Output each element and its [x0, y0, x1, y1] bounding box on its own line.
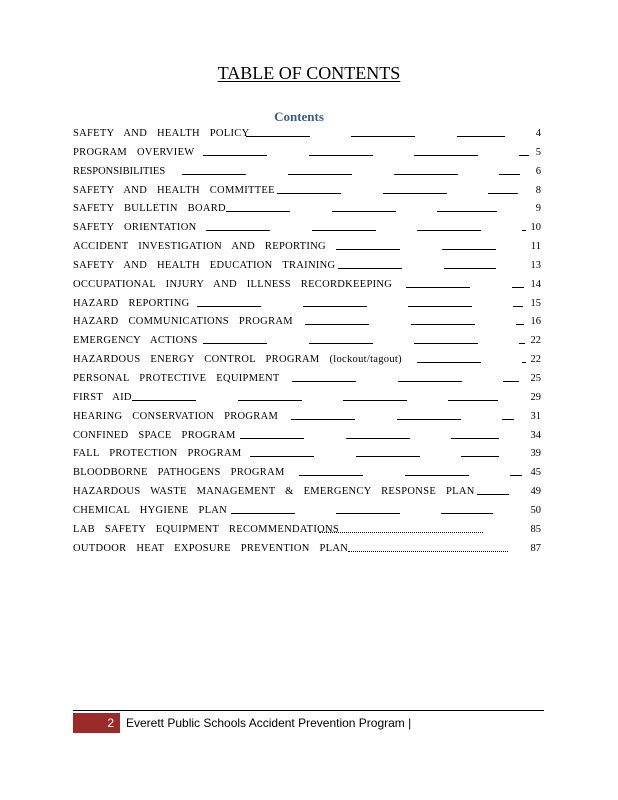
leader-line — [414, 343, 478, 344]
toc-entry-page: 9 — [535, 203, 541, 215]
leader-line — [250, 456, 314, 457]
toc-entry-title: HEARING CONSERVATION PROGRAM — [73, 410, 279, 422]
leader-line — [231, 513, 295, 514]
toc-entry-title: PERSONAL PROTECTIVE EQUIPMENT — [73, 372, 280, 384]
leader-line — [226, 211, 290, 212]
toc-entry-title: FIRST AID — [73, 391, 132, 403]
leader-line — [417, 230, 481, 231]
leader-line — [519, 343, 525, 344]
leader-line — [398, 381, 462, 382]
toc-entry-page: 22 — [530, 335, 541, 347]
toc-entry-title: OCCUPATIONAL INJURY AND ILLNESS RECORDKEEPING — [73, 278, 393, 290]
leader-line — [417, 362, 481, 363]
toc-entry-title: CHEMICAL HYGIENE PLAN — [73, 504, 228, 516]
table-of-contents — [73, 126, 543, 559]
toc-entry-page: 6 — [535, 165, 541, 177]
toc-entry[interactable] — [73, 522, 543, 541]
toc-entry-page: 16 — [530, 316, 541, 328]
leader-line — [303, 306, 367, 307]
leader-line — [343, 400, 407, 401]
toc-entry-title: EMERGENCY ACTIONS — [73, 335, 198, 347]
toc-entry-page: 4 — [535, 128, 541, 139]
leader-line — [197, 306, 261, 307]
toc-entry-title: OUTDOOR HEAT EXPOSURE PREVENTION PLAN — [73, 542, 349, 554]
leader-line — [512, 287, 524, 288]
toc-entry-title: SAFETY ORIENTATION — [73, 222, 197, 234]
toc-entry-page: 39 — [530, 448, 541, 460]
leader-line — [336, 249, 400, 250]
leader-line — [246, 136, 310, 137]
toc-entry[interactable] — [73, 503, 543, 522]
leader-line — [356, 456, 420, 457]
toc-entry[interactable] — [73, 390, 543, 409]
leader-line — [513, 306, 523, 307]
toc-entry-title: HAZARD REPORTING — [73, 297, 190, 309]
leader-line — [397, 419, 461, 420]
leader-line — [414, 155, 478, 156]
toc-entry[interactable] — [73, 164, 543, 183]
toc-entry-page: 49 — [530, 486, 541, 498]
leader-line — [510, 475, 522, 476]
leader-line — [240, 438, 304, 439]
toc-entry-page: 45 — [530, 467, 541, 479]
leader-line — [351, 136, 415, 137]
toc-entry-page: 13 — [530, 259, 541, 271]
toc-entry-page: 85 — [530, 523, 541, 535]
leader-line — [346, 438, 410, 439]
toc-entry-title: HAZARDOUS WASTE MANAGEMENT & EMERGENCY RESPONSE PLAN — [73, 486, 475, 498]
leader-line — [441, 513, 493, 514]
toc-entry[interactable] — [73, 314, 543, 333]
toc-entry[interactable] — [73, 484, 543, 503]
leader-line — [522, 362, 526, 363]
leader-line — [338, 268, 402, 269]
leader-line — [502, 419, 514, 420]
leader-line — [394, 174, 458, 175]
leader-line — [442, 249, 496, 250]
toc-entry-page: 29 — [530, 391, 541, 403]
leader-line — [299, 475, 363, 476]
page-title: TABLE OF CONTENTS — [217, 63, 401, 83]
toc-entry-page: 10 — [530, 222, 541, 234]
leader-line — [305, 324, 369, 325]
toc-entry[interactable] — [73, 183, 543, 202]
toc-entry[interactable] — [73, 352, 543, 371]
leader-line — [405, 475, 469, 476]
toc-entry-page: 25 — [530, 372, 541, 384]
toc-entry-title: SAFETY AND HEALTH COMMITTEE — [73, 184, 275, 196]
toc-entry[interactable] — [73, 220, 543, 239]
toc-entry-page: 34 — [530, 429, 541, 441]
leader-line — [457, 136, 505, 137]
leader-line — [499, 174, 520, 175]
leader-line — [332, 211, 396, 212]
toc-entry-title: ACCIDENT INVESTIGATION AND REPORTING — [73, 241, 326, 253]
toc-entry-page: 31 — [530, 410, 541, 422]
footer-divider — [73, 710, 544, 711]
toc-entry-title: SAFETY AND HEALTH POLICY — [73, 128, 250, 139]
leader-line — [206, 230, 270, 231]
toc-entry[interactable] — [73, 446, 543, 465]
toc-entry-title: SAFETY AND HEALTH EDUCATION TRAINING — [73, 259, 336, 271]
footer-text: Everett Public Schools Accident Prevention Program | — [126, 716, 412, 730]
leader-line — [288, 174, 352, 175]
toc-entry[interactable] — [73, 371, 543, 390]
leader-line — [348, 551, 508, 552]
leader-line — [182, 174, 246, 175]
leader-line — [312, 230, 376, 231]
toc-entry-title: BLOODBORNE PATHOGENS PROGRAM — [73, 467, 285, 479]
footer-page-number: 2 — [73, 713, 120, 733]
toc-entry[interactable] — [73, 296, 543, 315]
toc-entry[interactable] — [73, 239, 543, 258]
leader-line — [203, 155, 267, 156]
toc-entry-page: 50 — [530, 504, 541, 516]
leader-line — [203, 343, 267, 344]
leader-line — [336, 513, 400, 514]
toc-entry-page: 14 — [530, 278, 541, 290]
toc-entry-title: SAFETY BULLETIN BOARD — [73, 203, 226, 215]
toc-entry-page: 5 — [535, 146, 541, 158]
toc-entry-page: 11 — [530, 241, 541, 253]
toc-entry-title: HAZARD COMMUNICATIONS PROGRAM — [73, 316, 293, 328]
leader-line — [444, 268, 496, 269]
leader-line — [309, 155, 373, 156]
leader-line — [132, 400, 196, 401]
leader-line — [451, 438, 499, 439]
leader-line — [309, 343, 373, 344]
toc-entry-title: LAB SAFETY EQUIPMENT RECOMMENDATIONS — [73, 523, 340, 535]
leader-line — [291, 419, 355, 420]
leader-line — [411, 324, 475, 325]
toc-entry-title: PROGRAM OVERVIEW — [73, 146, 195, 158]
toc-entry[interactable] — [73, 145, 543, 164]
leader-line — [292, 381, 356, 382]
leader-line — [437, 211, 497, 212]
toc-entry-page: 22 — [530, 354, 541, 366]
leader-line — [277, 193, 341, 194]
toc-entry[interactable] — [73, 409, 543, 428]
leader-line — [477, 494, 509, 495]
leader-line — [519, 155, 529, 156]
toc-entry[interactable] — [73, 258, 543, 277]
leader-line — [522, 230, 526, 231]
contents-heading: Contents — [274, 109, 324, 124]
toc-entry-page: 87 — [530, 542, 541, 554]
toc-entry-page: 15 — [530, 297, 541, 309]
toc-entry-title: RESPONSIBILITIES — [73, 165, 166, 177]
leader-line — [503, 381, 519, 382]
leader-line — [406, 287, 470, 288]
leader-line — [319, 532, 483, 533]
leader-line — [238, 400, 302, 401]
toc-entry[interactable] — [73, 126, 543, 145]
toc-entry[interactable] — [73, 465, 543, 484]
leader-line — [448, 400, 498, 401]
toc-entry[interactable] — [73, 428, 543, 447]
toc-entry[interactable] — [73, 333, 543, 352]
leader-line — [516, 324, 524, 325]
toc-entry-title: CONFINED SPACE PROGRAM — [73, 429, 236, 441]
toc-entry[interactable] — [73, 541, 543, 560]
toc-entry-title: HAZARDOUS ENERGY CONTROL PROGRAM (lockout/tagout) — [73, 354, 402, 366]
leader-line — [488, 193, 518, 194]
toc-entry[interactable] — [73, 201, 543, 220]
leader-line — [461, 456, 499, 457]
toc-entry-title: FALL PROTECTION PROGRAM — [73, 448, 242, 460]
toc-entry-page: 8 — [535, 184, 541, 196]
leader-line — [408, 306, 472, 307]
toc-entry[interactable] — [73, 277, 543, 296]
leader-line — [383, 193, 447, 194]
